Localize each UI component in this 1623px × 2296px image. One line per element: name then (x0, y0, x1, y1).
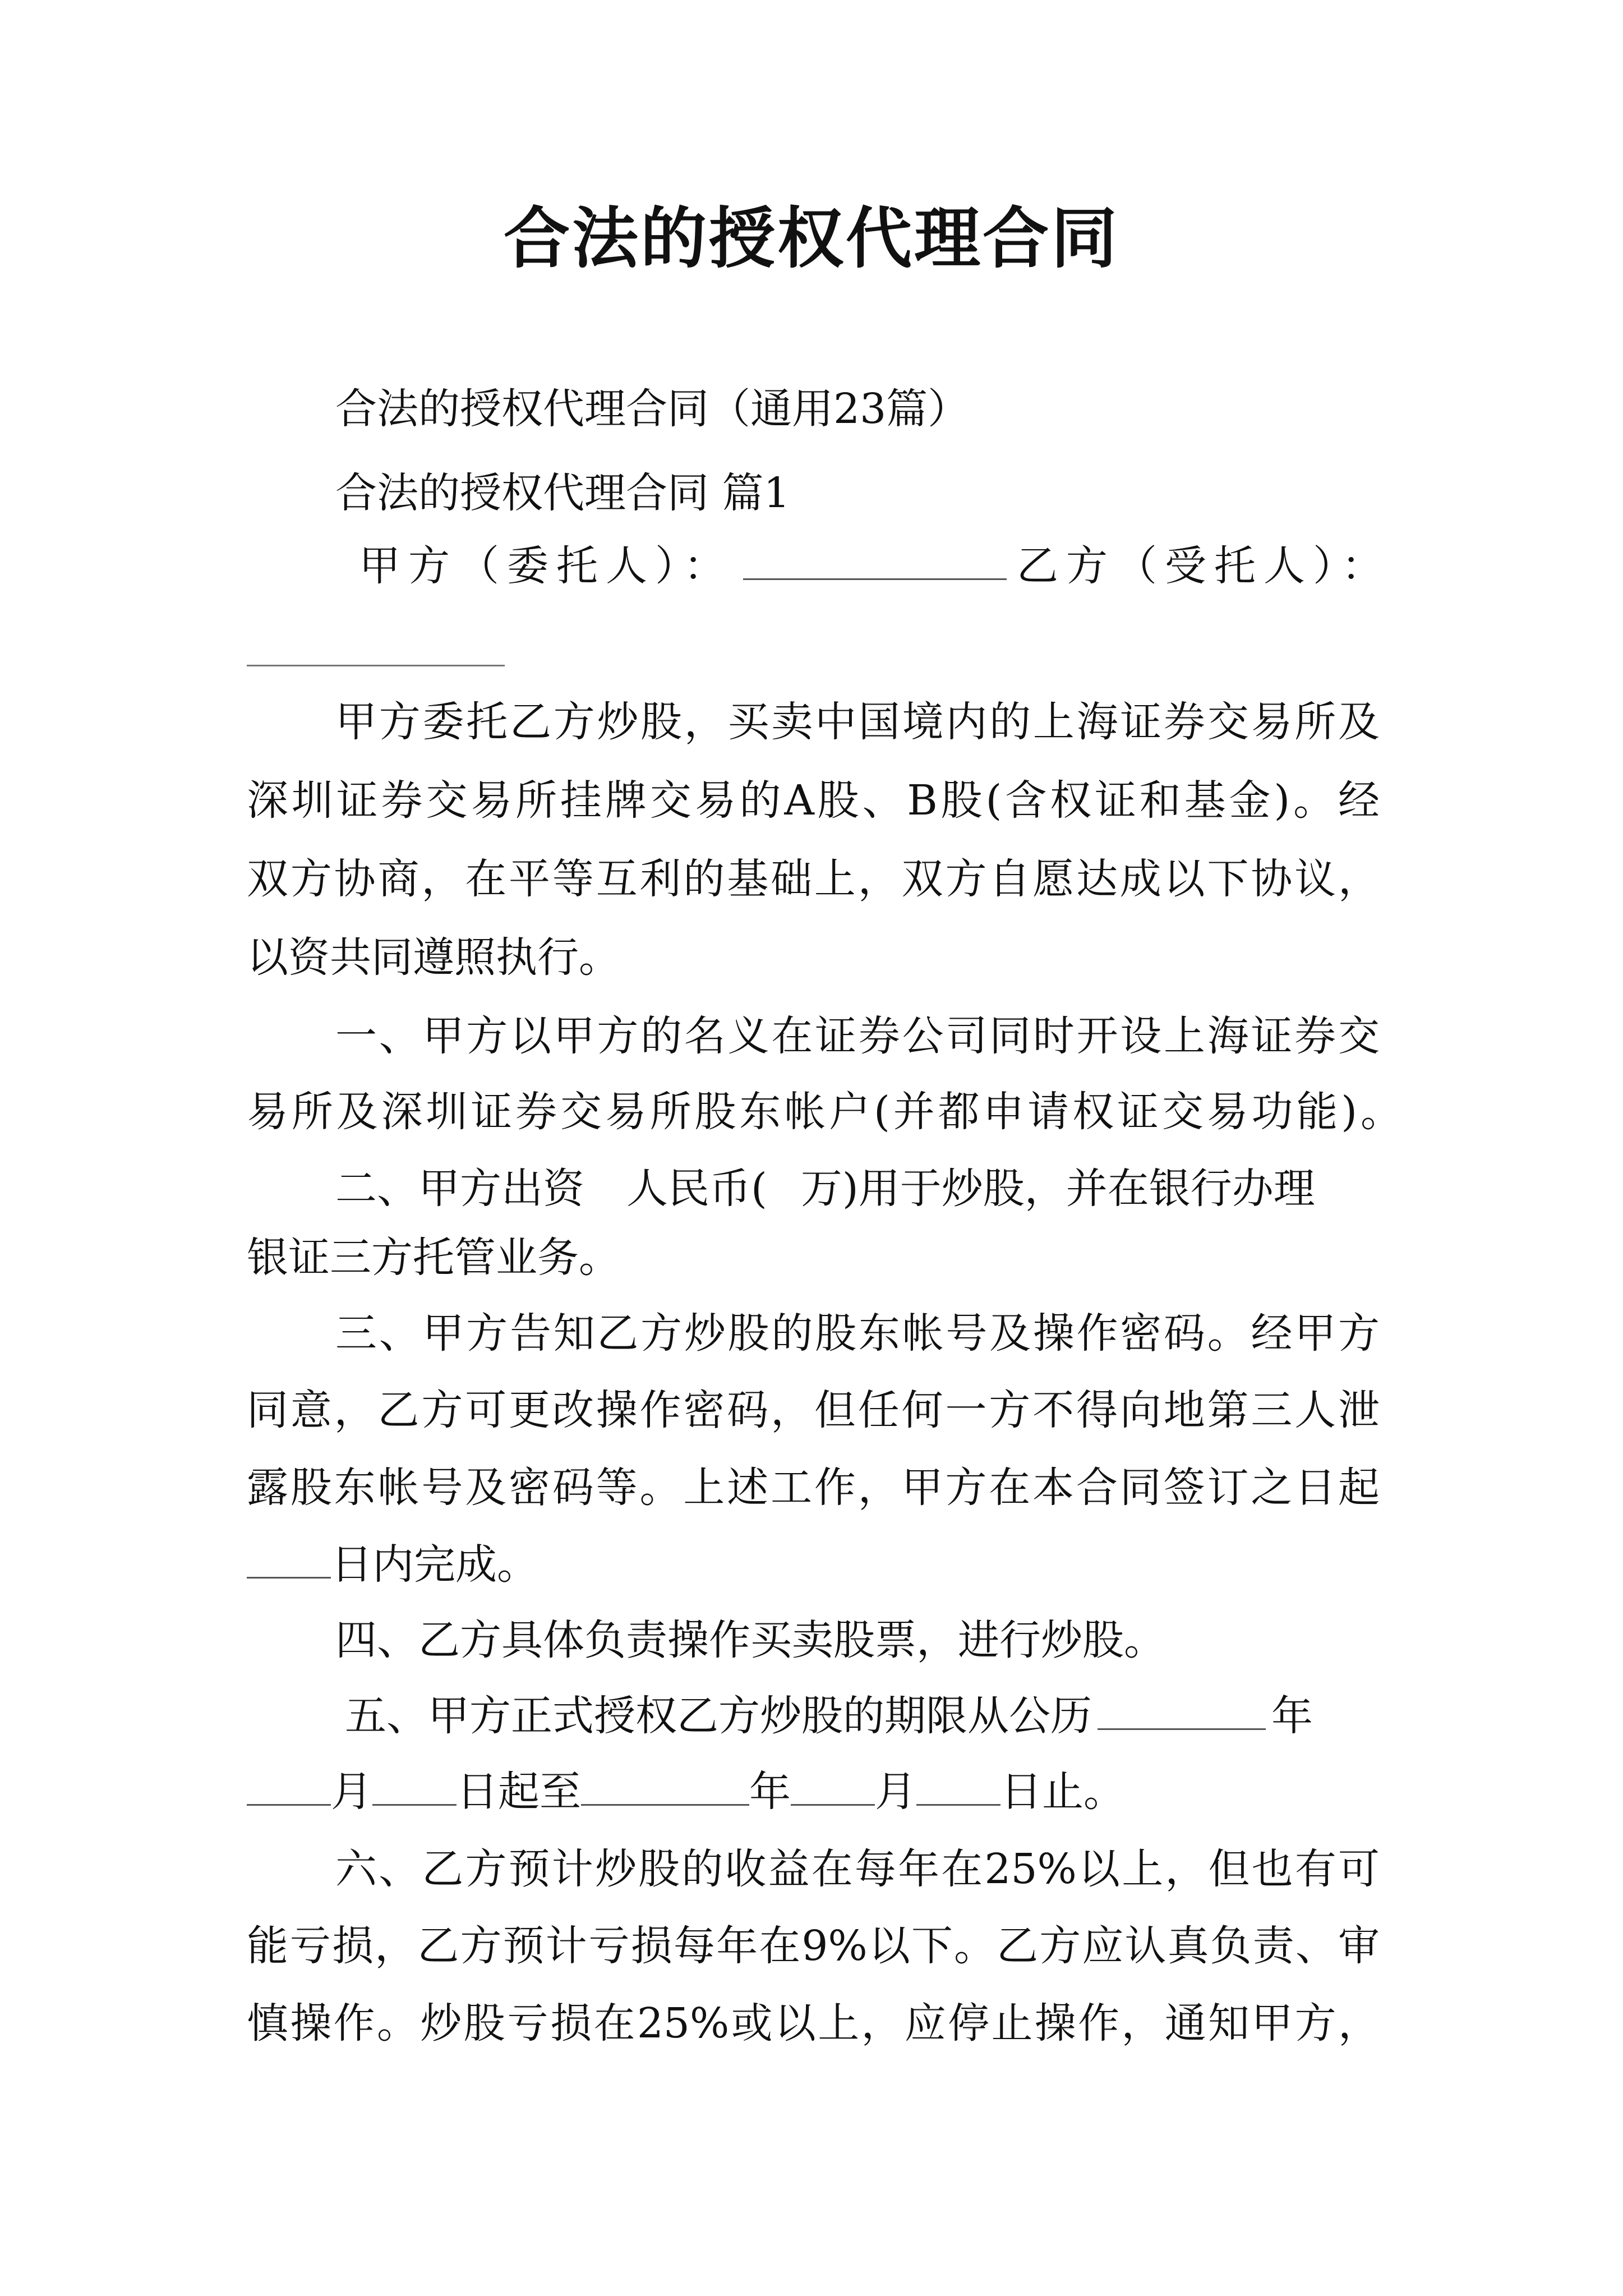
clause-5-end-day-blank (916, 1804, 1000, 1806)
clause-1-line-2: 易所及深圳证券交易所股东帐户(并都申请权证交易功能)。 (247, 1088, 1402, 1136)
intro-line-3: 双方协商，在平等互利的基础上，双方自愿达成以下协议， (247, 855, 1380, 903)
clause-3-line-2: 同意，乙方可更改操作密码，但任何一方不得向地第三人泄 (247, 1386, 1380, 1434)
clause-5-end-label: 日止。 (1000, 1768, 1125, 1816)
clause-5-start-day-blank (372, 1804, 457, 1806)
clause-3-days-blank (247, 1577, 331, 1579)
document-subtitle: 合法的授权代理合同（通用23篇） (335, 385, 970, 433)
section-heading: 合法的授权代理合同 篇1 (335, 469, 790, 517)
clause-6-line-2: 能亏损，乙方预计亏损每年在9%以下。乙方应认真负责、审 (247, 1922, 1380, 1970)
clause-5-line-2 (247, 1768, 1380, 1816)
party-a-blank (743, 578, 1007, 580)
clause-1-line-1: 一、甲方以甲方的名义在证券公司同时开设上海证券交 (335, 1012, 1380, 1060)
party-a-label: 甲方（委托人）： (359, 542, 733, 590)
clause-2-text-c: 万)用于炒股，并在银行办理 (800, 1165, 1315, 1213)
clause-5-month-label: 月 (331, 1768, 372, 1816)
clause-3-text: 日内完成。 (331, 1540, 538, 1589)
clause-2-text-b: 人民币( (626, 1165, 767, 1213)
clause-2-text-a: 二、甲方出资 (335, 1165, 584, 1213)
clause-4-line-1: 四、乙方具体负责操作买卖股票，进行炒股。 (335, 1616, 1165, 1664)
clause-3-line-4 (247, 1540, 1380, 1589)
clause-2-line-2: 银证三方托管业务。 (247, 1234, 620, 1282)
document-title: 合法的授权代理合同 (503, 199, 1119, 277)
clause-3-line-3: 露股东帐号及密码等。上述工作，甲方在本合同签订之日起 (247, 1464, 1380, 1512)
clause-5-line-1 (345, 1692, 1380, 1740)
clause-5-end-month-label: 月 (875, 1768, 916, 1816)
clause-5-end-month-blank (791, 1804, 875, 1806)
party-b-label: 乙方（受托人）： (1017, 542, 1391, 590)
clause-6-line-3: 慎操作。炒股亏损在25%或以上，应停止操作，通知甲方， (247, 1999, 1380, 2047)
party-line (359, 542, 1391, 590)
party-b-blank (247, 665, 505, 666)
intro-line-2: 深圳证券交易所挂牌交易的A股、B股(含权证和基金)。经 (247, 776, 1380, 825)
clause-5-from-label: 日起至 (457, 1768, 581, 1816)
clause-5-end-year-label: 年 (749, 1768, 791, 1816)
clause-5-text-a: 五、甲方正式授权乙方炒股的期限从公历 (345, 1692, 1092, 1740)
intro-line-1: 甲方委托乙方炒股，买卖中国境内的上海证券交易所及 (335, 698, 1380, 746)
intro-line-4: 以资共同遵照执行。 (247, 933, 620, 982)
clause-5-end-year-blank (581, 1804, 749, 1806)
clause-2-line-1 (335, 1165, 1380, 1213)
clause-3-line-1: 三、甲方告知乙方炒股的股东帐号及操作密码。经甲方 (335, 1309, 1380, 1358)
clause-5-start-year-blank (1098, 1728, 1266, 1730)
clause-5-start-month-blank (247, 1804, 331, 1806)
clause-5-year-label: 年 (1271, 1692, 1313, 1740)
clause-6-line-1: 六、乙方预计炒股的收益在每年在25%以上，但也有可 (335, 1845, 1380, 1893)
